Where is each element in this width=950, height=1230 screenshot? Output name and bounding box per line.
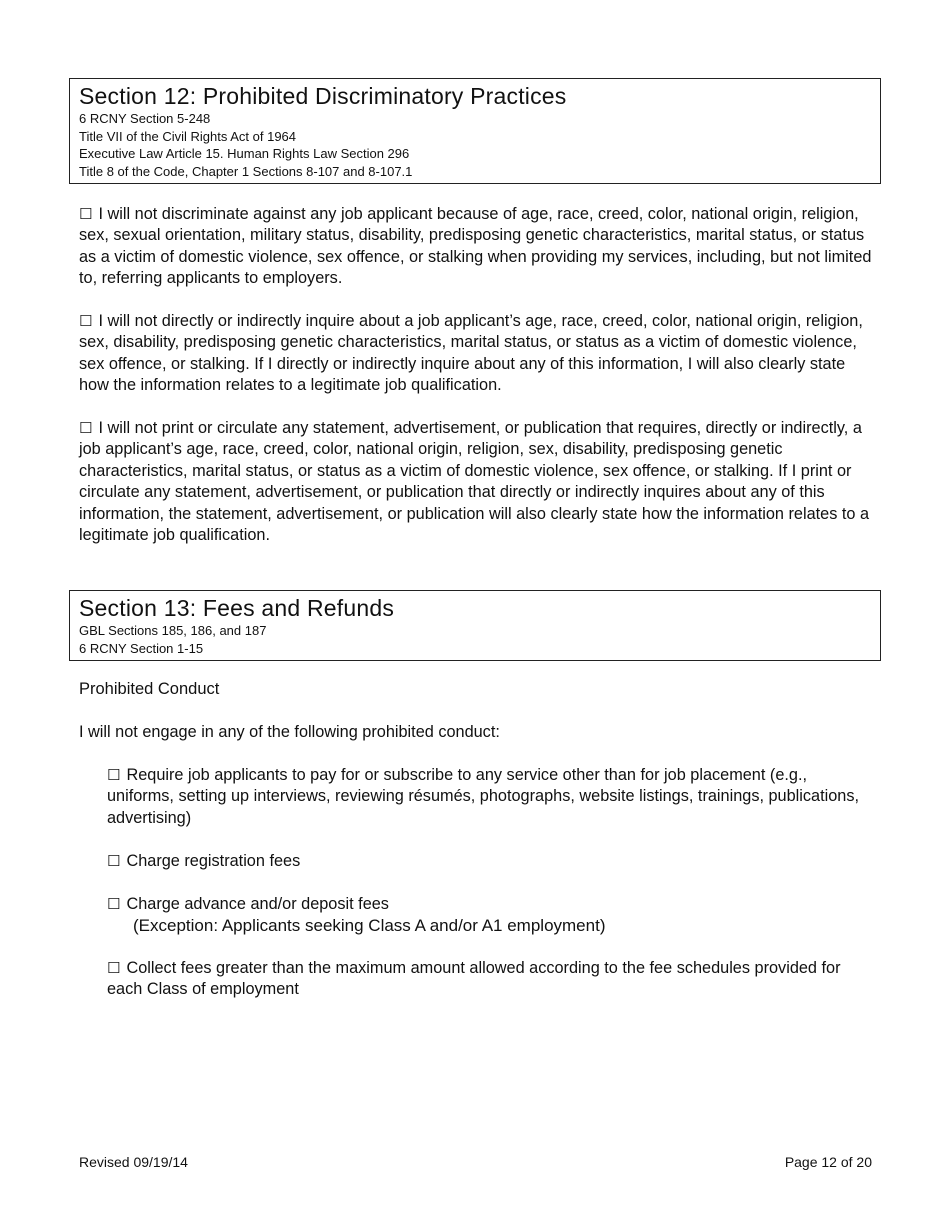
section-12-ref: Title VII of the Civil Rights Act of 1964 <box>79 128 297 144</box>
exception-note: (Exception: Applicants seeking Class A and/or A1 employment) <box>133 916 606 936</box>
item-text: Require job applicants to pay for or subscribe to any service other than for job placement (e.g., uniforms, setting up interviews, reviewing résumés, photographs, website listings, trainings, publications, advertising) <box>107 766 860 827</box>
checkbox-icon[interactable]: ☐ <box>79 312 93 330</box>
checkbox-icon[interactable]: ☐ <box>79 205 93 223</box>
page-number: Page 12 of 20 <box>784 1154 872 1170</box>
section-13-title: Section 13: Fees and Refunds <box>79 595 395 621</box>
revised-date: Revised 09/19/14 <box>79 1154 188 1170</box>
section-13-item-2 <box>107 851 874 872</box>
checkbox-icon[interactable]: ☐ <box>107 766 121 784</box>
prohibited-conduct-heading: Prohibited Conduct <box>79 680 220 698</box>
section-12-item-3 <box>79 418 874 546</box>
item-text: I will not directly or indirectly inquire about a job applicant’s age, race, creed, color, national origin, religion, sex, disability, predisposing genetic characteristics, marital status, or status as a victim of domestic violence, sex offence, or stalking. If I directly or indirectly inquire about any of this information, I will also clearly state how the information relates to a legitimate job qualification. <box>79 312 863 395</box>
item-text: Charge registration fees <box>126 852 301 870</box>
checkbox-icon[interactable]: ☐ <box>107 959 121 977</box>
item-text: I will not print or circulate any statement, advertisement, or publication that requires, directly or indirectly, a job applicant’s age, race, creed, color, national origin, religion, sex, disability, predisposing genetic characteristics, marital status, or status as a victim of domestic violence, sex offence, or stalking. If I print or circulate any statement, advertisement, or publication that directly or indirectly inquires about any of this information, the statement, advertisement, or publication will also clearly state how the information relates to a legitimate job qualification. <box>79 419 870 545</box>
section-12-ref: 6 RCNY Section 5-248 <box>79 111 211 126</box>
section-12-item-2 <box>79 311 874 397</box>
item-text: Collect fees greater than the maximum amount allowed according to the fee schedules provided for each Class of employment <box>107 959 841 999</box>
section-13-item-4 <box>107 958 874 1001</box>
section-13-ref: GBL Sections 185, 186, and 187 <box>79 623 267 638</box>
checkbox-icon[interactable]: ☐ <box>79 419 93 437</box>
section-13-item-3 <box>107 894 874 937</box>
section-12-ref: Executive Law Article 15. Human Rights Law Section 296 <box>79 146 410 161</box>
section-12-title: Section 12: Prohibited Discriminatory Practices <box>79 83 567 109</box>
section-13-ref: 6 RCNY Section 1-15 <box>79 640 204 656</box>
section-13-item-1 <box>107 765 874 829</box>
section-12-header <box>69 78 881 184</box>
checkbox-icon[interactable]: ☐ <box>107 895 121 913</box>
section-13-intro: I will not engage in any of the following prohibited conduct: <box>79 723 500 741</box>
item-text: I will not discriminate against any job applicant because of age, race, creed, color, national origin, religion, sex, sexual orientation, military status, disability, predisposing genetic characteristics, marital status, or status as a victim of domestic violence, sex offence, or stalking when providing my services, including, but not limited to, referring applicants to employers. <box>79 205 872 288</box>
section-12-item-1 <box>79 204 874 290</box>
section-12-ref: Title 8 of the Code, Chapter 1 Sections 8-107 and 8-107.1 <box>79 163 413 179</box>
section-13-header <box>69 590 881 661</box>
checkbox-icon[interactable]: ☐ <box>107 852 121 870</box>
item-text: Charge advance and/or deposit fees <box>126 895 389 913</box>
